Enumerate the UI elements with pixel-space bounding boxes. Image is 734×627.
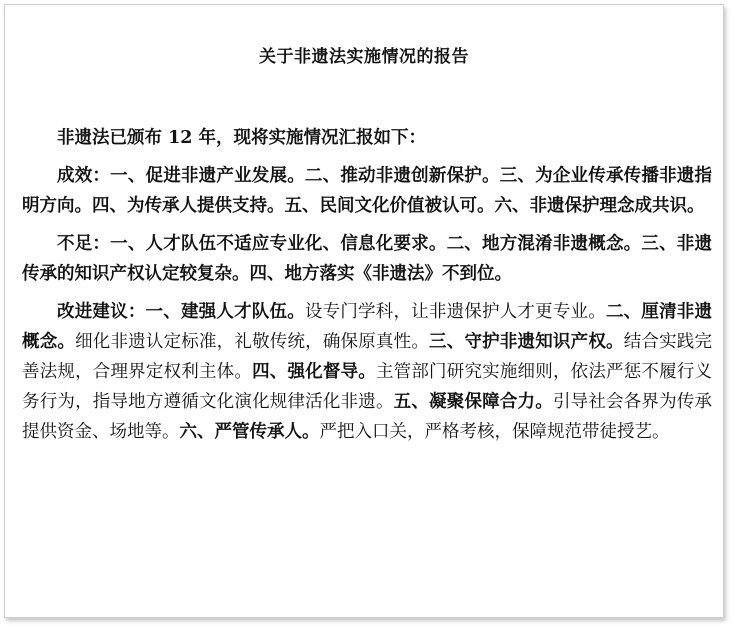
intro-paragraph: 非遗法已颁布 12 年，现将实施情况汇报如下： [57,128,427,148]
suggestion-5-heading: 五、凝聚保障合力。 [393,392,553,412]
suggestion-lead: 改进建议：一、建强人才队伍。 [57,302,305,322]
suggestion-4-text: 主管部门研究实施细则，依法严惩不履行义务行为，指导地方遵循文化演化规律活化非遗。 [22,362,713,412]
shortcomings-paragraph: 不足：一、人才队伍不适应专业化、信息化要求。二、地方混淆非遗概念。三、非遗传承的知识产权认定较复杂。四、地方落实《非遗法》不到位。 [22,234,712,284]
suggestion-6-text: 严把入口关，严格考核，保障规范带徒授艺。 [319,422,670,442]
suggestion-4-heading: 四、强化督导。 [252,362,376,382]
document-body [22,123,712,455]
suggestion-1-text: 设专门学科，让非遗保护人才更专业。 [304,302,606,322]
suggestion-2-heading: 二、厘清非遗概念。 [22,302,713,352]
suggestion-6-heading: 六、严管传承人。 [179,422,320,442]
suggestion-3-heading: 三、守护非遗知识产权。 [429,332,624,352]
suggestion-2-text: 细化非遗认定标准，礼敬传统，确保原真性。 [75,332,430,352]
suggestions-paragraph [22,297,712,447]
document-page [4,4,724,618]
suggestion-5-text: 引导社会各界为传承提供资金、场地等。 [22,392,713,442]
suggestion-3-text: 结合实践完善法规，合理界定权利主体。 [22,332,713,382]
document-title: 关于非遗法实施情况的报告 [259,47,469,67]
effects-paragraph: 成效：一、促进非遗产业发展。二、推动非遗创新保护。三、为企业传承传播非遗指明方向。四、为传承人提供支持。五、民间文化价值被认可。六、非遗保护理念成共识。 [22,166,712,216]
